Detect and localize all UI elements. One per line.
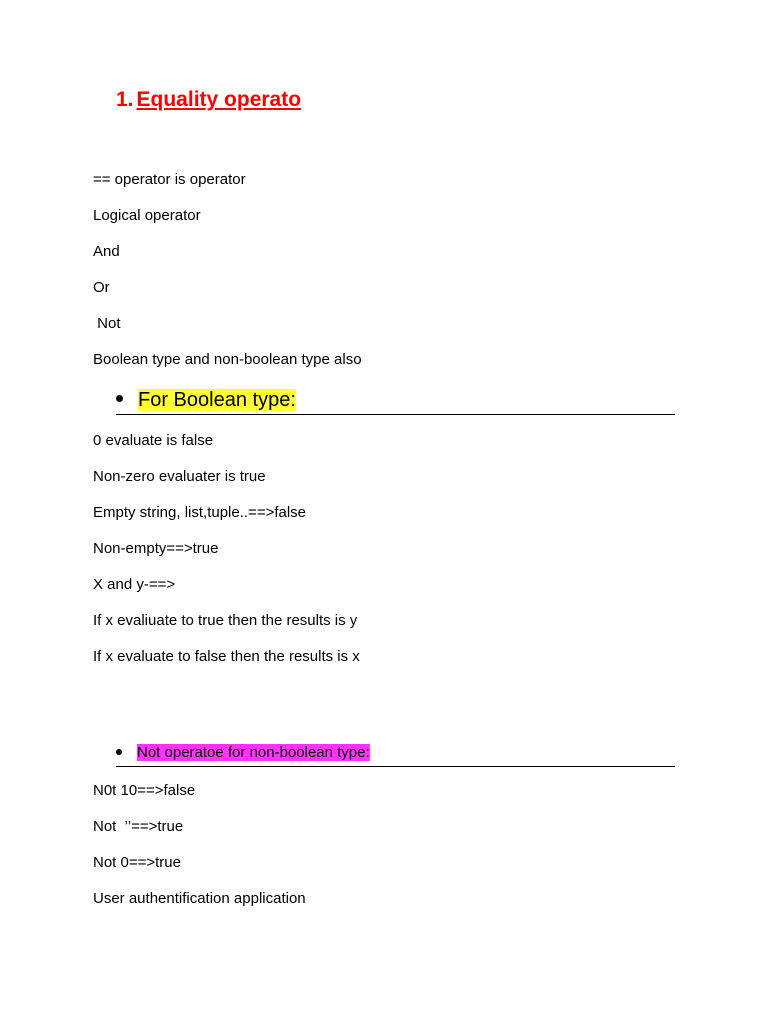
text-line: Or [93,279,110,296]
bullet-dot-icon [116,749,122,755]
bullet-item-boolean-type [116,387,675,415]
text-line: Boolean type and non-boolean type also [93,351,362,368]
text-line: Non-empty==>true [93,540,219,557]
bullet-dot-icon [116,395,123,402]
section-heading [116,88,301,112]
bullet-item-not-operator [116,741,675,767]
text-line: Logical operator [93,207,201,224]
text-line: Not [93,315,121,332]
heading-number: 1. [116,88,134,111]
bullet-text: For Boolean type: [138,389,296,411]
text-line: And [93,243,120,260]
text-line: If x evaluate to false then the results is x [93,648,360,665]
text-line: Not ’’==>true [93,818,184,835]
text-line: Not 0==>true [93,854,181,871]
heading-text: Equality operato [136,88,302,111]
text-line: If x evaliuate to true then the results is y [93,612,358,629]
text-line: User authentification application [93,890,306,907]
bullet-text: Not operatoe for non-boolean type: [137,744,370,761]
text-line: == operator is operator [93,171,246,188]
text-line: Empty string, list,tuple..==>false [93,504,307,521]
text-line: Non-zero evaluater is true [93,468,266,485]
text-line: 0 evaluate is false [93,432,214,449]
text-line: N0t 10==>false [93,782,196,799]
text-line: X and y-==> [93,576,176,593]
